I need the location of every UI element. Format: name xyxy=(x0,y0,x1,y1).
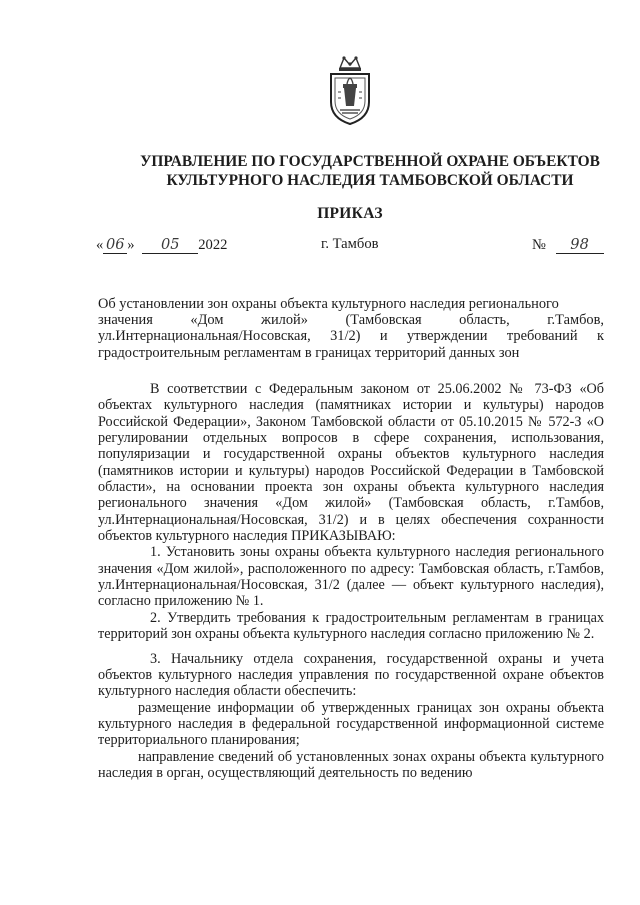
order-number-label: № xyxy=(532,237,546,253)
order-number xyxy=(532,236,604,254)
item-3-paragraph: 3. Начальнику отдела сохранения, государственной охраны и учета объектов культурного наследия управления по государственной охране объектов культурного наследия области обеспечить: xyxy=(98,650,604,700)
order-subject xyxy=(98,296,604,361)
date-year: 2022 xyxy=(198,237,228,253)
order-city: г. Тамбов xyxy=(321,236,379,252)
subject-line: Об установлении зон охраны объекта культурного наследия регионального xyxy=(98,296,559,312)
order-number-value: 98 xyxy=(556,236,604,254)
date-month: 05 xyxy=(142,236,198,254)
agency-header xyxy=(100,152,640,190)
order-body xyxy=(98,381,604,781)
date-day: 06 xyxy=(103,236,127,254)
agency-header-line-1: УПРАВЛЕНИЕ ПО ГОСУДАРСТВЕННОЙ ОХРАНЕ ОБЪЕКТОВ xyxy=(140,153,600,170)
item-3a-paragraph: размещение информации об утвержденных границах зон охраны объекта культурного наследия в федеральной государственной информационной системе территориального планирования; xyxy=(98,699,604,749)
subject-line: значения «Дом жилой» (Тамбовская область, г.Тамбов, xyxy=(98,312,604,329)
coat-of-arms-icon xyxy=(326,54,374,126)
item-2-paragraph: 2. Утвердить требования к градостроительным регламентам в границах территорий зон охраны объекта культурного наследия согласно приложению № 2. xyxy=(98,609,604,643)
subject-line: градостроительным регламентам в границах территорий данных зон xyxy=(98,344,520,361)
agency-header-line-2: КУЛЬТУРНОГО НАСЛЕДИЯ ТАМБОВСКОЙ ОБЛАСТИ xyxy=(166,172,574,189)
order-title: ПРИКАЗ xyxy=(317,205,383,222)
item-3b-paragraph: направление сведений об установленных зонах охраны объекта культурного наследия в орган, осуществляющий деятельность по ведению xyxy=(98,748,604,781)
item-1-paragraph: 1. Установить зоны охраны объекта культурного наследия регионального значения «Дом жилой», расположенного по адресу: Тамбовская область, г.Тамбов, ул.Интернациональная/Носовская, 31/2 (далее — объект культурного наследия), согласно приложению № 1. xyxy=(98,544,604,610)
subject-line: ул.Интернациональная/Носовская, 31/2) и утверждении требований к xyxy=(98,328,604,345)
order-date xyxy=(96,236,227,254)
date-open-quote: « xyxy=(96,237,104,253)
preamble-paragraph: В соответствии с Федеральным законом от 25.06.2002 № 73-ФЗ «Об объектах культурного наследия (памятниках истории и культуры) народов Российской Федерации», Законом Тамбовской области от 05.10.2015 № 572-З «О регулировании отдельных вопросов в сфере сохранения, использования, популяризации и государственной охраны объектов культурного наследия (памятников истории и культуры) народов Российской Федерации в Тамбовской области», на основании проекта зон охраны объекта культурного наследия регионального значения «Дом жилой» (Тамбовская область, г.Тамбов, ул.Интернациональная/Носовская, 31/2) и в целях обеспечения сохранности объектов культурного наследия ПРИКАЗЫВАЮ: xyxy=(98,381,604,545)
date-close-quote: » xyxy=(127,237,135,253)
